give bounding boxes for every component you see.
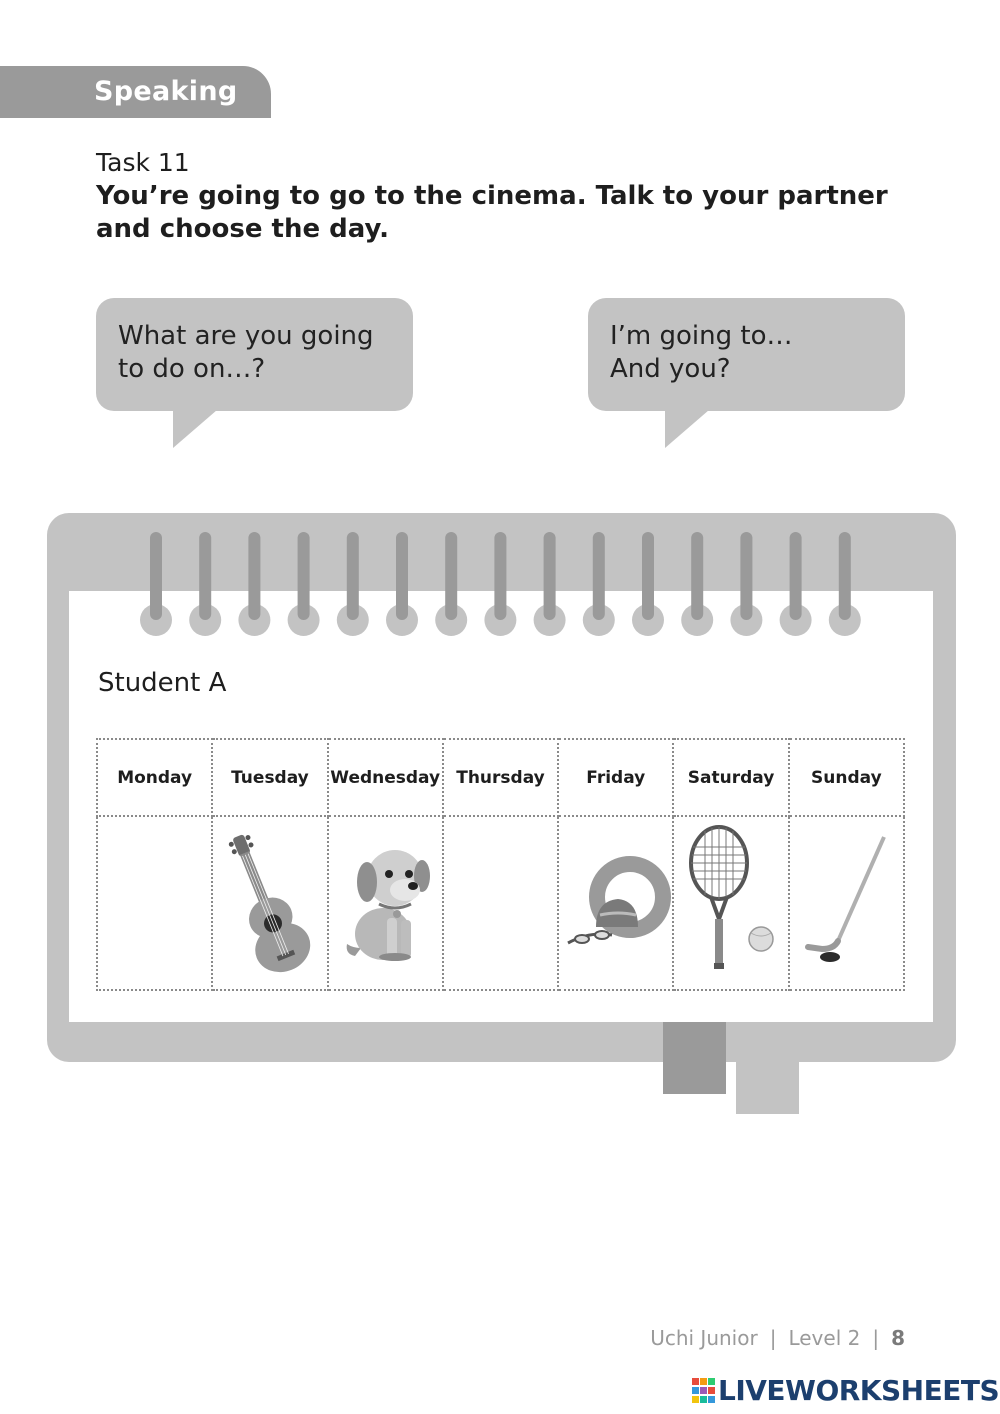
footer-level: Level 2 [788,1326,861,1350]
spiral-ring [150,532,162,620]
page-number: 8 [891,1326,905,1350]
spiral-ring [445,532,457,620]
spiral-ring [544,532,556,620]
activity-cell-saturday [673,816,788,990]
week-table [96,738,905,991]
day-tuesday: Tuesday [212,739,327,816]
spiral-ring [839,532,851,620]
tennis-racket-icon [681,821,781,981]
watermark-text: LIVEWORKSHEETS [718,1374,1000,1407]
days-header-row [97,739,904,816]
activity-cell-sunday [789,816,904,990]
activity-cell-friday [558,816,673,990]
spiral-ring [396,532,408,620]
spiral-ring [248,532,260,620]
dog-icon [335,836,435,966]
hockey-stick-icon [796,831,896,971]
day-wednesday: Wednesday [328,739,443,816]
section-label: Speaking [94,76,238,107]
spiral-ring [593,532,605,620]
activity-cell-thursday [443,816,558,990]
swim-ring-icon [560,851,672,951]
spiral-ring [691,532,703,620]
day-friday: Friday [558,739,673,816]
day-saturday: Saturday [673,739,788,816]
activity-cell-wednesday [328,816,443,990]
calendar-spiral-icon [0,0,1000,660]
day-sunday: Sunday [789,739,904,816]
activity-cell-tuesday [212,816,327,990]
bubble-text: What are you going to do on…? [118,321,374,384]
day-monday: Monday [97,739,212,816]
spiral-ring [199,532,211,620]
spiral-ring [790,532,802,620]
bookmark-ribbon-light [736,1062,799,1114]
task-number: Task 11 [96,148,190,177]
spiral-ring [494,532,506,620]
activity-cell-monday [97,816,212,990]
spiral-ring [347,532,359,620]
spiral-ring [642,532,654,620]
task-instruction: You’re going to go to the cinema. Talk to your partner and choose the day. [96,181,888,244]
page-footer: Uchi Junior | Level 2 | 8 [650,1326,905,1350]
bookmark-ribbon-dark [663,1022,726,1094]
liveworksheets-logo-icon [692,1378,716,1404]
student-label: Student A [98,668,227,698]
spiral-ring [298,532,310,620]
day-thursday: Thursday [443,739,558,816]
guitar-icon [215,826,325,976]
bubble-text: I’m going to… And you? [610,321,793,384]
activities-row [97,816,904,990]
spiral-ring [740,532,752,620]
footer-brand: Uchi Junior [650,1326,758,1350]
